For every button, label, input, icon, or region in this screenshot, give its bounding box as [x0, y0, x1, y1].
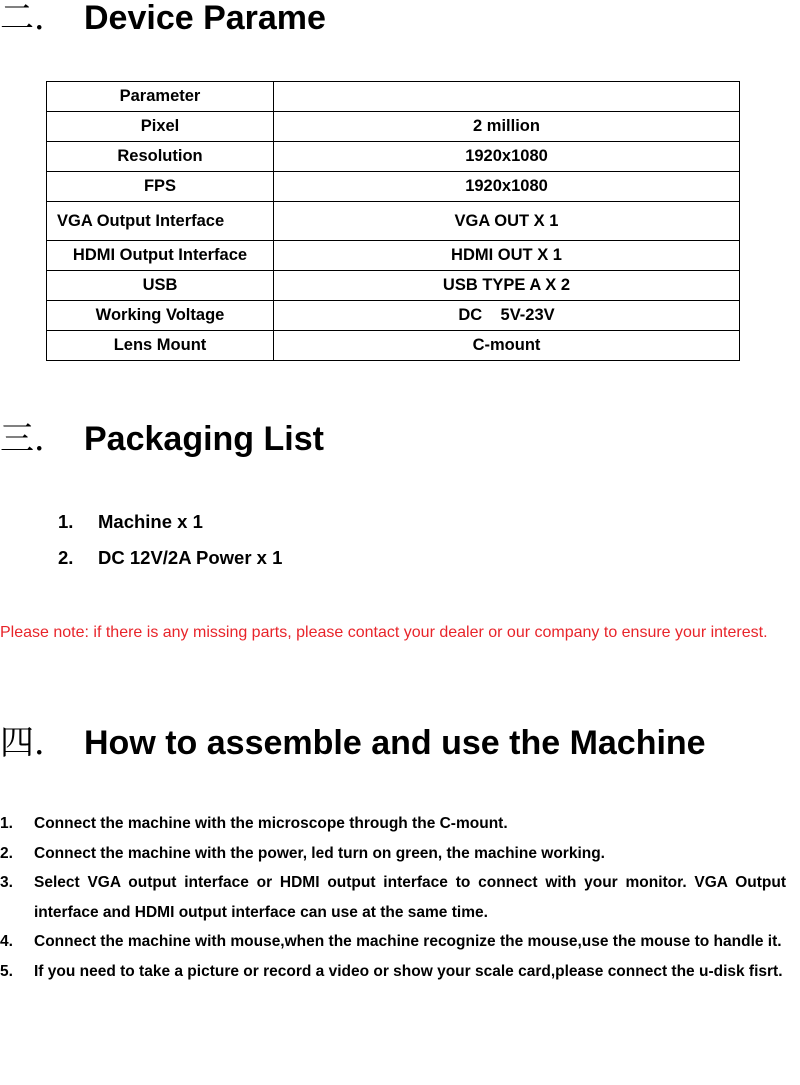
- step-number: 1.: [0, 815, 13, 832]
- parameter-label: FPS: [47, 172, 274, 202]
- table-row: [47, 82, 740, 112]
- table-row: [47, 241, 740, 271]
- section-number: 四．: [0, 723, 68, 763]
- parameter-value: [274, 82, 740, 112]
- section-title: How to assemble and use the Machine: [84, 724, 706, 762]
- parameter-label: Resolution: [47, 142, 274, 172]
- parameter-value: C-mount: [274, 331, 740, 361]
- step-text: If you need to take a picture or record a video or show your scale card,please connect the u-disk fisrt.: [34, 962, 783, 980]
- parameter-value: HDMI OUT X 1: [274, 241, 740, 271]
- parameter-value: 1920x1080: [274, 142, 740, 172]
- step-number: 2.: [0, 844, 13, 862]
- section-title: Packaging List: [84, 420, 324, 458]
- parameter-label: USB: [47, 271, 274, 301]
- assembly-steps-list: [0, 809, 786, 986]
- step-number: 4.: [0, 933, 13, 950]
- section-heading-device-parameters: [0, 0, 326, 38]
- section-title: Device Parame: [84, 0, 326, 37]
- missing-parts-note: Please note: if there is any missing parts, please contact your dealer or our company to ensure your interest.: [0, 624, 768, 641]
- section-heading-packaging-list: [0, 418, 324, 460]
- list-item: [0, 809, 786, 839]
- device-parameter-table: [46, 81, 740, 361]
- list-item: [0, 927, 786, 957]
- table-row: [47, 172, 740, 202]
- step-text: Select VGA output interface or HDMI output interface to connect with your monitor. VGA Output interface and HDMI output interface can use at the same time.: [34, 874, 786, 921]
- step-number: 5.: [0, 962, 13, 980]
- list-text: Machine x 1: [98, 511, 203, 532]
- table-row: [47, 271, 740, 301]
- list-number: 2.: [58, 547, 74, 568]
- step-number: 3.: [0, 874, 13, 891]
- parameter-label: HDMI Output Interface: [47, 241, 274, 271]
- list-item: [58, 511, 203, 533]
- list-text: DC 12V/2A Power x 1: [98, 547, 283, 568]
- parameter-label: Lens Mount: [47, 331, 274, 361]
- parameter-label: VGA Output Interface: [47, 202, 274, 241]
- list-item: [0, 868, 786, 927]
- section-number: 三．: [0, 419, 68, 459]
- step-text: Connect the machine with mouse,when the machine recognize the mouse,use the mouse to handle it.: [34, 933, 782, 950]
- list-item: [0, 839, 786, 869]
- step-text: Connect the machine with the microscope through the C-mount.: [34, 815, 508, 832]
- table-row: [47, 301, 740, 331]
- section-number: 二．: [0, 0, 68, 38]
- table-row: [47, 331, 740, 361]
- table-row: [47, 112, 740, 142]
- parameter-value: USB TYPE A X 2: [274, 271, 740, 301]
- list-item: [0, 957, 786, 987]
- parameter-value: 1920x1080: [274, 172, 740, 202]
- table-row: [47, 202, 740, 241]
- step-text: Connect the machine with the power, led turn on green, the machine working.: [34, 844, 605, 862]
- table-row: [47, 142, 740, 172]
- list-number: 1.: [58, 511, 74, 532]
- parameter-label: Parameter: [47, 82, 274, 112]
- parameter-value: 2 million: [274, 112, 740, 142]
- parameter-value: VGA OUT X 1: [274, 202, 740, 241]
- list-item: [58, 547, 282, 569]
- parameter-label: Pixel: [47, 112, 274, 142]
- section-heading-assemble: [0, 722, 706, 764]
- parameter-value: DC 5V-23V: [274, 301, 740, 331]
- parameter-label: Working Voltage: [47, 301, 274, 331]
